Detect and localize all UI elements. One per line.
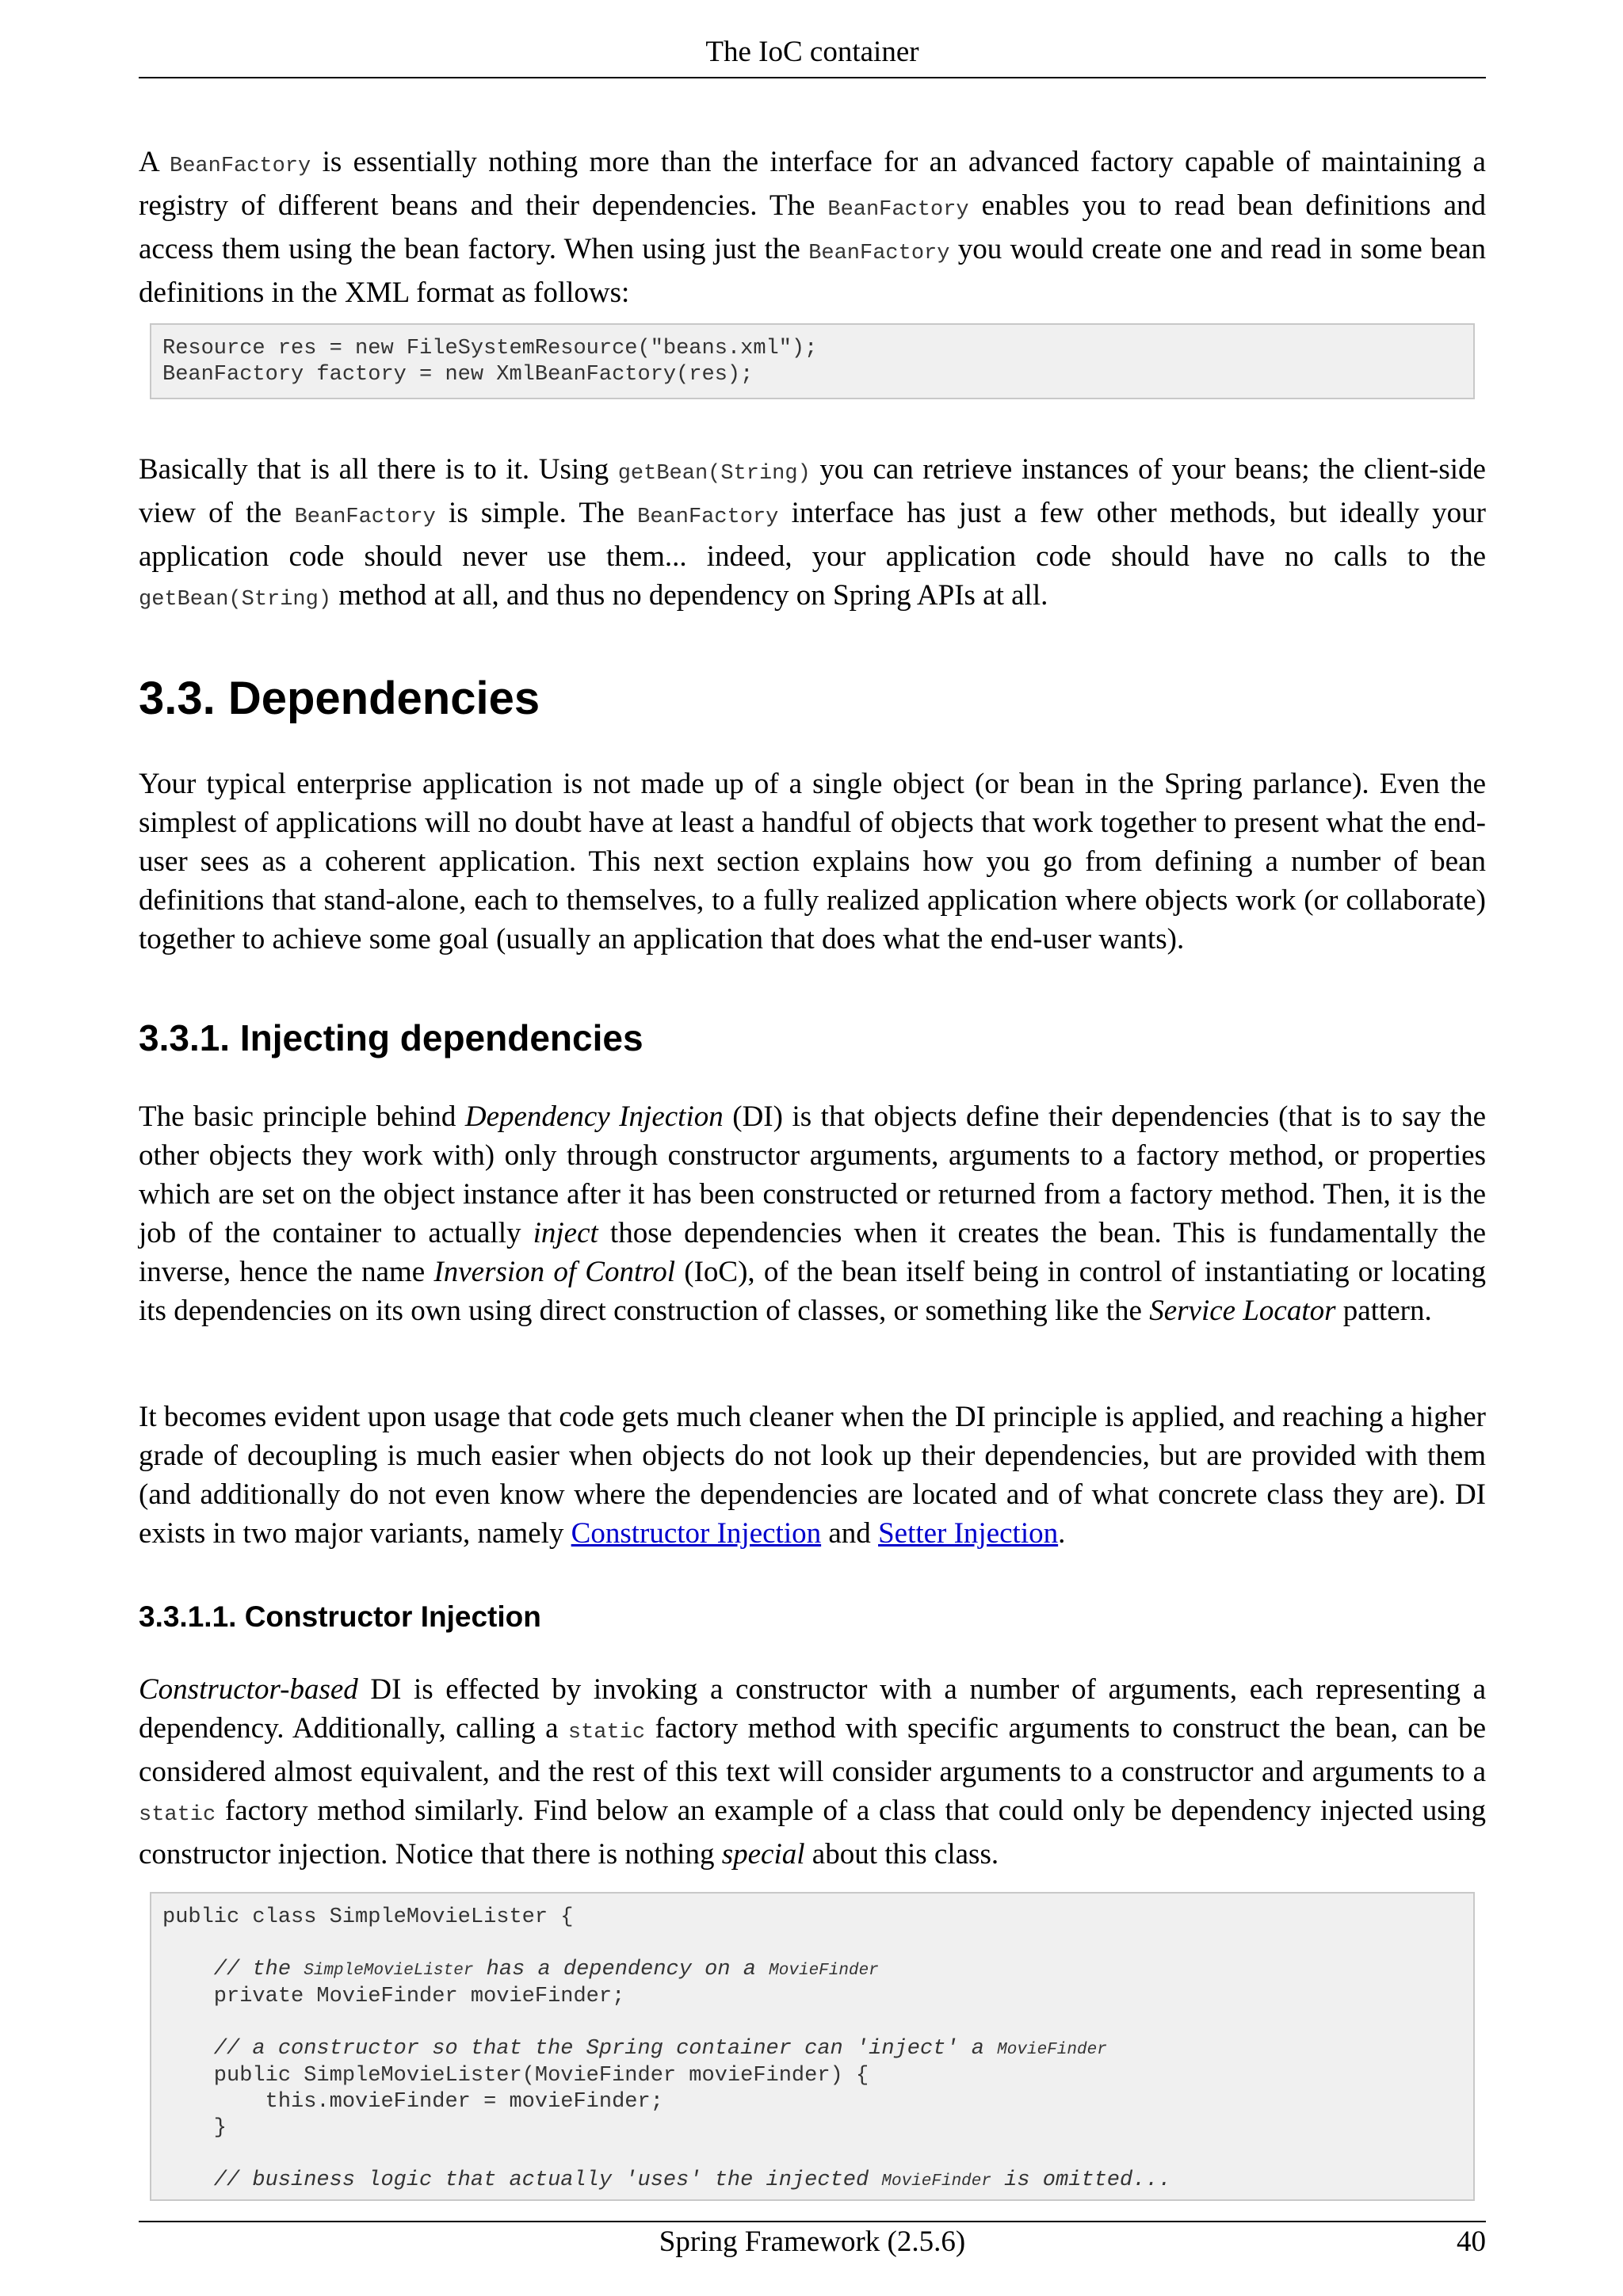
running-header: The IoC container <box>705 36 919 68</box>
header-rule <box>139 77 1486 78</box>
code-line-blank <box>162 1931 1462 1957</box>
text-run: Basically that is all there is to it. Using <box>139 453 618 486</box>
text-run: pattern. <box>1335 1295 1432 1327</box>
section-paragraph-block <box>139 765 1486 959</box>
page-number: 40 <box>1457 2225 1486 2258</box>
inline-code: BeanFactory <box>827 198 969 222</box>
subsubsection-paragraph-block <box>139 1670 1486 1874</box>
inline-code: getBean(String) <box>139 588 332 612</box>
code-comment: is omitted... <box>991 2168 1171 2192</box>
intro-paragraph-1-block <box>139 143 1486 312</box>
text-run: is essentially nothing more than the interface for an advanced factory capable of maintaining a registry of different beans and their dependencies. The <box>139 146 1486 222</box>
code-line-blank <box>162 2142 1462 2168</box>
code-comment-classname: MovieFinder <box>881 2172 991 2191</box>
code-comment-line <box>162 1957 1462 1984</box>
code-line: Resource res = new FileSystemResource("beans.xml"); <box>162 337 818 360</box>
code-comment: // business logic that actually 'uses' the injected <box>162 2168 882 2192</box>
emphasis: Dependency Injection <box>464 1100 724 1133</box>
subsection-paragraph-1-block <box>139 1097 1486 1330</box>
subsubsection-paragraph <box>139 1670 1486 1874</box>
intro-paragraph-1 <box>139 143 1486 312</box>
text-run: interface has just a few other methods, but ideally your application code should never use them... indeed, your application code should have no calls to the <box>139 497 1487 573</box>
code-line: BeanFactory factory = new XmlBeanFactory(res); <box>162 363 754 387</box>
code-comment-line <box>162 2168 1462 2195</box>
code-comment-classname: MovieFinder <box>997 2041 1107 2059</box>
inline-code: BeanFactory <box>808 242 950 265</box>
inline-code: getBean(String) <box>617 462 811 486</box>
text-run: those dependencies when it creates the bean. This is fundamentally the inverse, hence the name <box>139 1217 1486 1288</box>
inline-code: BeanFactory <box>294 505 436 529</box>
emphasis: inject <box>533 1217 598 1249</box>
emphasis: special <box>721 1838 805 1871</box>
code-comment-classname: SimpleMovieLister <box>304 1962 474 1980</box>
text-run: . <box>1058 1517 1066 1550</box>
text-run: factory method with specific arguments to construct the bean, can be considered almost equivalent, and the rest of this text will consider arguments to a constructor and arguments to a <box>139 1712 1486 1788</box>
footer-rule <box>139 2221 1486 2222</box>
code-line-blank <box>162 2010 1462 2036</box>
code-line: private MovieFinder movieFinder; <box>162 1985 625 2008</box>
text-run: about this class. <box>804 1838 999 1871</box>
inline-code: static <box>567 1721 646 1745</box>
code-line: public class SimpleMovieLister { <box>162 1905 574 1929</box>
emphasis: Constructor-based <box>139 1673 358 1706</box>
text-run: method at all, and thus no dependency on Spring APIs at all. <box>331 579 1048 612</box>
text-run: (DI) is that objects define their dependencies (that is to say the other objects they work with) only through constructor arguments, arguments to a factory method, or properties which are set on the object instance after it has been constructed or returned from a factory method. Then, it is the job of the container to actually <box>139 1100 1486 1249</box>
subsubsection-heading: 3.3.1.1. Constructor Injection <box>139 1600 541 1633</box>
subsection-paragraph-2-block <box>139 1398 1486 1553</box>
intro-paragraph-2-block <box>139 450 1486 620</box>
text-run: factory method similarly. Find below an example of a class that could only be dependency injected using constructor injection. Notice that there is nothing <box>139 1794 1486 1871</box>
running-footer: Spring Framework (2.5.6) <box>659 2225 966 2258</box>
text-run: enables you to read bean definitions and access them using the bean factory. When using just the <box>139 189 1486 265</box>
text-run: (IoC), of the bean itself being in control of instantiating or locating its dependencies on its own using direct construction of classes, or something like the <box>139 1256 1486 1327</box>
constructor-injection-link[interactable]: Constructor Injection <box>571 1517 822 1550</box>
code-comment: // the <box>162 1958 304 1981</box>
code-block-simple-movie-lister <box>150 1892 1475 2201</box>
code-line: this.movieFinder = movieFinder; <box>162 2090 663 2114</box>
text-run: and <box>821 1517 879 1550</box>
text-run: A <box>139 146 170 178</box>
text-run: you can retrieve instances of your beans; the client-side view of the <box>139 453 1486 529</box>
code-line: } <box>162 2116 227 2140</box>
code-comment: has a dependency on a <box>473 1958 769 1981</box>
section-heading: 3.3. Dependencies <box>139 673 540 724</box>
code-comment: // a constructor so that the Spring container can 'inject' a <box>162 2037 998 2061</box>
code-line: public SimpleMovieLister(MovieFinder movieFinder) { <box>162 2064 869 2088</box>
inline-code: BeanFactory <box>170 154 311 178</box>
code-comment-line <box>162 2036 1462 2063</box>
subsection-paragraph-1 <box>139 1097 1486 1330</box>
emphasis: Service Locator <box>1149 1295 1336 1327</box>
section-paragraph: Your typical enterprise application is not made up of a single object (or bean in the Spring parlance). Even the simplest of applications will no doubt have at least a handful of objects that work together to present what the end-user sees as a coherent application. This next section explains how you go from defining a number of bean definitions that stand-alone, each to themselves, to a fully realized application where objects work (or collaborate) together to achieve some goal (usually an application that does what the end-user wants). <box>139 768 1486 955</box>
text-run: It becomes evident upon usage that code gets much cleaner when the DI principle is applied, and reaching a higher grade of decoupling is much easier when objects do not look up their dependencies, but are provided with them (and additionally do not even know where the dependencies are located and of what concrete class they are). DI exists in two major variants, namely <box>139 1401 1486 1550</box>
text-run: The basic principle behind <box>139 1100 465 1133</box>
text-run: is simple. The <box>435 497 638 529</box>
text-run: DI is effected by invoking a constructor with a number of arguments, each representing a dependency. Additionally, calling a <box>139 1673 1486 1745</box>
subsection-heading: 3.3.1. Injecting dependencies <box>139 1017 643 1058</box>
intro-paragraph-2 <box>139 450 1486 620</box>
text-run: you would create one and read in some bean definitions in the XML format as follows: <box>139 233 1486 309</box>
inline-code: BeanFactory <box>637 505 779 529</box>
emphasis: Inversion of Control <box>433 1256 676 1288</box>
setter-injection-link[interactable]: Setter Injection <box>878 1517 1059 1550</box>
code-comment-classname: MovieFinder <box>769 1962 879 1980</box>
subsection-paragraph-2 <box>139 1398 1486 1553</box>
inline-code: static <box>139 1803 216 1827</box>
code-block-beanfactory <box>150 323 1475 399</box>
